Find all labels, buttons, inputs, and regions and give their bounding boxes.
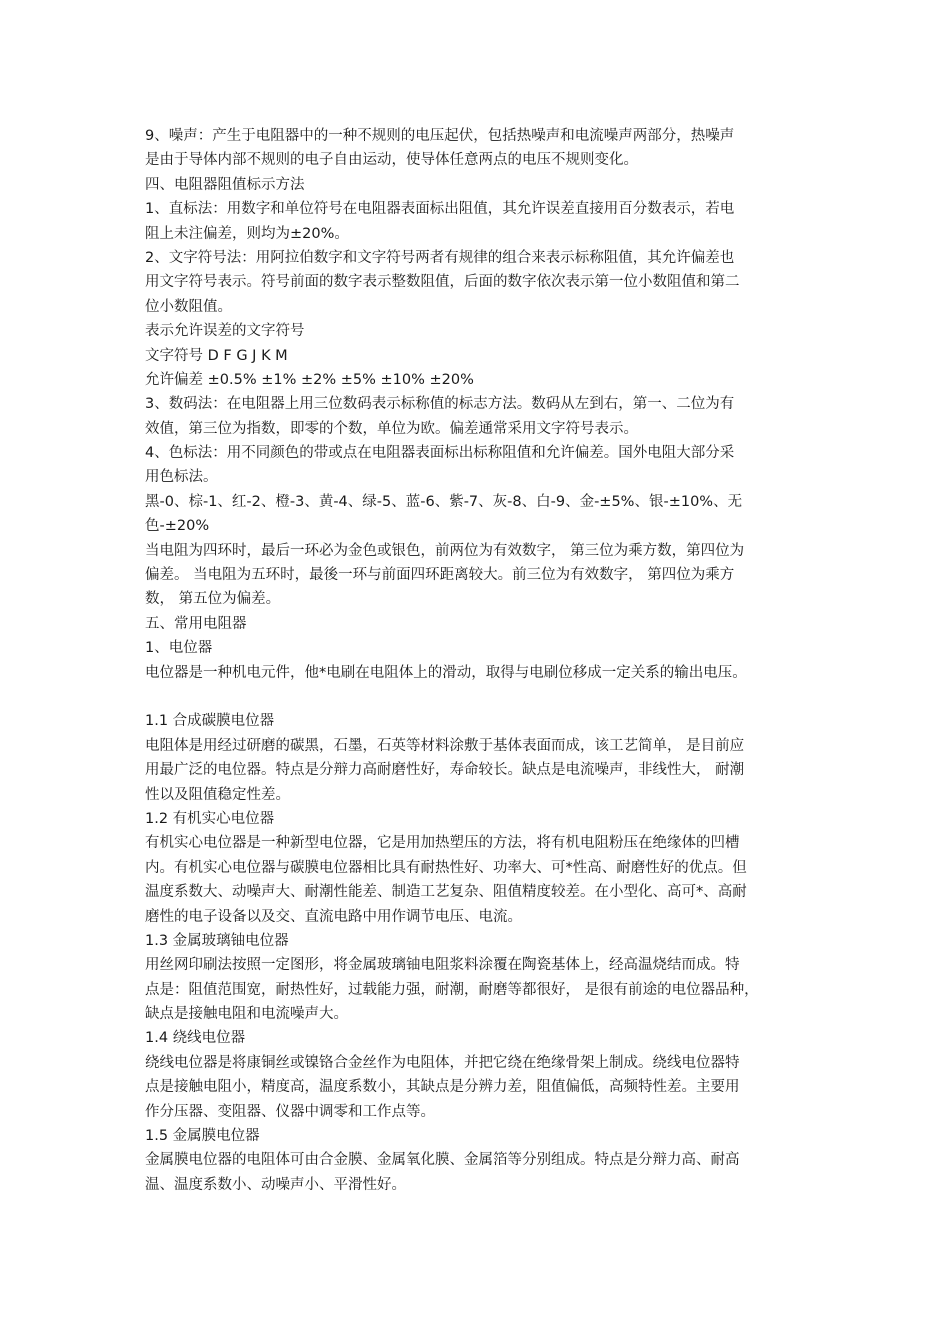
text-line: 用色标法。 [145, 469, 218, 486]
text-line: 1.4 绕线电位器 [145, 1030, 246, 1047]
text-line: 四、电阻器阻值标示方法 [145, 176, 305, 193]
text-line: 作分压器、变阻器、仪器中调零和工作点等。 [145, 1103, 435, 1120]
text-line: 数， 第五位为偏差。 [145, 591, 281, 608]
text-line: 1.5 金属膜电位器 [145, 1128, 260, 1145]
text-line: 3、数码法：在电阻器上用三位数码表示标称值的标志方法。数码从左到右，第一、二位为有 [145, 396, 735, 413]
text-line: 2、文字符号法：用阿拉伯数字和文字符号两者有规律的组合来表示标称阻值，其允许偏差也 [145, 249, 735, 266]
text-line: 1.2 有机实心电位器 [145, 810, 275, 827]
text-line: 点是：阻值范围宽，耐热性好，过载能力强，耐潮，耐磨等都很好， 是很有前途的电位器品种， [145, 981, 759, 998]
text-line: 1、电位器 [145, 640, 213, 657]
text-line: 阻上未注偏差，则均为±20%。 [145, 225, 349, 242]
text-line: 温度系数大、动噪声大、耐潮性能差、制造工艺复杂、阻值精度较差。在小型化、高可*、高耐 [145, 884, 747, 901]
blank-line [145, 685, 817, 709]
document-body [145, 124, 817, 1197]
text-line: 是由于导体内部不规则的电子自由运动，使导体任意两点的电压不规则变化。 [145, 152, 638, 169]
text-line: 文字符号 D F G J K M [145, 347, 288, 364]
text-line: 偏差。 当电阻为五环时，最後一环与前面四环距离较大。前三位为有效数字， 第四位为乘方 [145, 567, 735, 584]
text-line: 点是接触电阻小，精度高，温度系数小，其缺点是分辨力差，阻值偏低，高频特性差。主要用 [145, 1079, 740, 1096]
text-line: 性以及阻值稳定性差。 [145, 786, 290, 803]
text-line: 允许偏差 ±0.5% ±1% ±2% ±5% ±10% ±20% [145, 371, 474, 388]
text-line: 缺点是接触电阻和电流噪声大。 [145, 1006, 348, 1023]
text-line: 内。有机实心电位器与碳膜电位器相比具有耐热性好、功率大、可*性高、耐磨性好的优点。但 [145, 859, 747, 876]
text-line: 绕线电位器是将康铜丝或镍铬合金丝作为电阻体，并把它绕在绝缘骨架上制成。绕线电位器特 [145, 1054, 740, 1071]
text-line: 色-±20% [145, 518, 210, 535]
text-line: 当电阻为四环时，最后一环必为金色或银色，前两位为有效数字， 第三位为乘方数，第四位为 [145, 542, 745, 559]
text-line: 表示允许误差的文字符号 [145, 323, 305, 340]
text-line: 用文字符号表示。符号前面的数字表示整数阻值，后面的数字依次表示第一位小数阻值和第二 [145, 274, 740, 291]
text-line: 电位器是一种机电元件，他*电刷在电阻体上的滑动，取得与电刷位移成一定关系的输出电压。 [145, 664, 747, 681]
text-line: 效值，第三位为指数，即零的个数，单位为欧。偏差通常采用文字符号表示。 [145, 420, 638, 437]
text-line: 1.1 合成碳膜电位器 [145, 713, 275, 730]
text-line: 金属膜电位器的电阻体可由合金膜、金属氧化膜、金属箔等分别组成。特点是分辩力高、耐高 [145, 1152, 740, 1169]
text-line: 1.3 金属玻璃铀电位器 [145, 932, 289, 949]
text-line: 有机实心电位器是一种新型电位器，它是用加热塑压的方法，将有机电阻粉压在绝缘体的凹槽 [145, 835, 740, 852]
text-line: 用丝网印刷法按照一定图形，将金属玻璃铀电阻浆料涂覆在陶瓷基体上，经高温烧结而成。特 [145, 957, 740, 974]
text-line: 用最广泛的电位器。特点是分辩力高耐磨性好，寿命较长。缺点是电流噪声，非线性大， 耐潮 [145, 762, 745, 779]
text-line: 温、温度系数小、动噪声小、平滑性好。 [145, 1176, 406, 1193]
text-line: 磨性的电子设备以及交、直流电路中用作调节电压、电流。 [145, 908, 522, 925]
text-line: 黑-0、棕-1、红-2、橙-3、黄-4、绿-5、蓝-6、紫-7、灰-8、白-9、金-±5%、银-±10%、无 [145, 493, 743, 510]
text-line: 1、直标法：用数字和单位符号在电阻器表面标出阻值，其允许误差直接用百分数表示，若电 [145, 201, 735, 218]
text-line: 五、常用电阻器 [145, 615, 247, 632]
text-line: 电阻体是用经过研磨的碳黑，石墨，石英等材料涂敷于基体表面而成，该工艺简单， 是目前应 [145, 737, 745, 754]
text-line: 4、色标法：用不同颜色的带或点在电阻器表面标出标称阻值和允许偏差。国外电阻大部分采 [145, 445, 735, 462]
text-line: 位小数阻值。 [145, 298, 232, 315]
text-line: 9、噪声：产生于电阻器中的一种不规则的电压起伏，包括热噪声和电流噪声两部分，热噪声 [145, 128, 735, 144]
